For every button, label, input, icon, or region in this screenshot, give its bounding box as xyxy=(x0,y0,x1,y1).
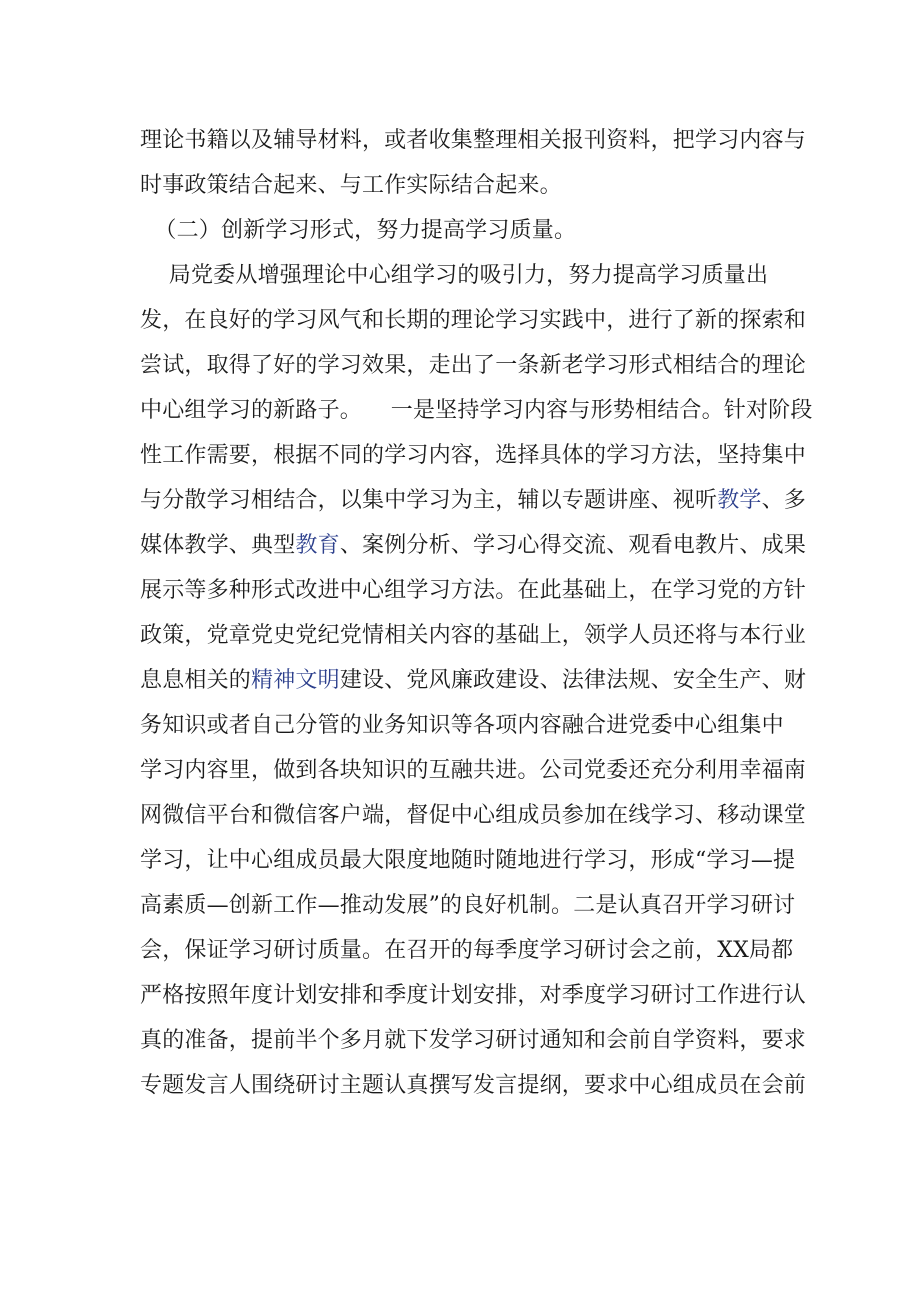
text-segment: 发，在良好的学习风气和长期的理论学习实践中，进行了新的探索和 xyxy=(140,308,807,333)
text-line xyxy=(140,883,796,928)
text-segment: 学习内容里，做到各块知识的互融共进。公司党委还充分利用幸福南 xyxy=(140,758,807,783)
text-segment: 性工作需要，根据不同的学习内容，选择具体的学习方法，坚持集中 xyxy=(140,443,807,468)
text-segment: 专题发言人围绕研讨主题认真撰写发言提纲，要求中心组成员在会前 xyxy=(140,1073,807,1098)
text-segment: 尝试，取得了好的学习效果，走出了一条新老学习形式相结合的理论 xyxy=(140,353,807,378)
text-line xyxy=(140,208,790,253)
text-segment: 政策，党章党史党纪党情相关内容的基础上，领学人员还将与本行业 xyxy=(140,623,807,648)
text-line xyxy=(140,973,807,1018)
text-line xyxy=(140,433,807,478)
text-line xyxy=(140,568,807,613)
text-line xyxy=(140,793,807,838)
text-segment: 理论书籍以及辅导材料，或者收集整理相关报刊资料，把学习内容与 xyxy=(140,128,807,153)
text-segment: 务知识或者自己分管的业务知识等各项内容融合进党委中心组集中 xyxy=(140,713,784,738)
inline-link[interactable]: 教学 xyxy=(717,488,762,513)
text-segment: 学习，让中心组成员最大限度地随时随地进行学习，形成“学习—提 xyxy=(140,848,796,873)
text-line xyxy=(140,388,813,433)
text-line xyxy=(140,523,807,568)
inline-link[interactable]: 教育 xyxy=(295,533,340,558)
text-segment: 媒体教学、典型 xyxy=(140,533,296,558)
text-segment: 中心组学习的新路子。 一是坚持学习内容与形势相结合。针对阶段 xyxy=(140,398,813,423)
text-segment: 与分散学习相结合，以集中学习为主，辅以专题讲座、视听 xyxy=(140,488,718,513)
text-segment: 、多 xyxy=(761,488,807,513)
text-line xyxy=(140,658,807,703)
text-line xyxy=(140,838,796,883)
text-line xyxy=(140,928,794,973)
text-line xyxy=(140,1063,807,1108)
text-line xyxy=(140,253,790,298)
inline-link[interactable]: 精神文明 xyxy=(251,668,340,693)
text-segment: 、案例分析、学习心得交流、观看电教片、成果 xyxy=(339,533,807,558)
text-segment: 网微信平台和微信客户端，督促中心组成员参加在线学习、移动课堂 xyxy=(140,803,807,828)
text-line xyxy=(140,118,807,163)
text-segment: 展示等多种形式改进中心组学习方法。在此基础上，在学习党的方针 xyxy=(140,578,807,603)
text-segment: 严格按照年度计划安排和季度计划安排，对季度学习研讨工作进行认 xyxy=(140,983,807,1008)
text-line xyxy=(140,478,807,523)
text-segment: 会，保证学习研讨质量。在召开的每季度学习研讨会之前，XX局都 xyxy=(140,938,794,963)
text-line xyxy=(140,748,807,793)
text-line xyxy=(140,298,807,343)
text-line xyxy=(140,703,790,748)
text-segment: 时事政策结合起来、与工作实际结合起来。 xyxy=(140,173,562,198)
text-segment: 建设、党风廉政建设、法律法规、安全生产、财 xyxy=(339,668,807,693)
document-body xyxy=(140,118,813,1108)
text-line xyxy=(140,613,807,658)
text-segment: 高素质—创新工作—推动发展”的良好机制。二是认真召开学习研讨 xyxy=(140,893,796,918)
text-line xyxy=(140,343,807,388)
text-segment: 息息相关的 xyxy=(140,668,252,693)
text-segment: （二）创新学习形式，努力提高学习质量。 xyxy=(140,218,577,243)
text-segment: 真的准备，提前半个多月就下发学习研讨通知和会前自学资料，要求 xyxy=(140,1028,807,1053)
text-segment: 局党委从增强理论中心组学习的吸引力，努力提高学习质量出 xyxy=(140,263,769,288)
text-line xyxy=(140,1018,807,1063)
text-line xyxy=(140,163,790,208)
